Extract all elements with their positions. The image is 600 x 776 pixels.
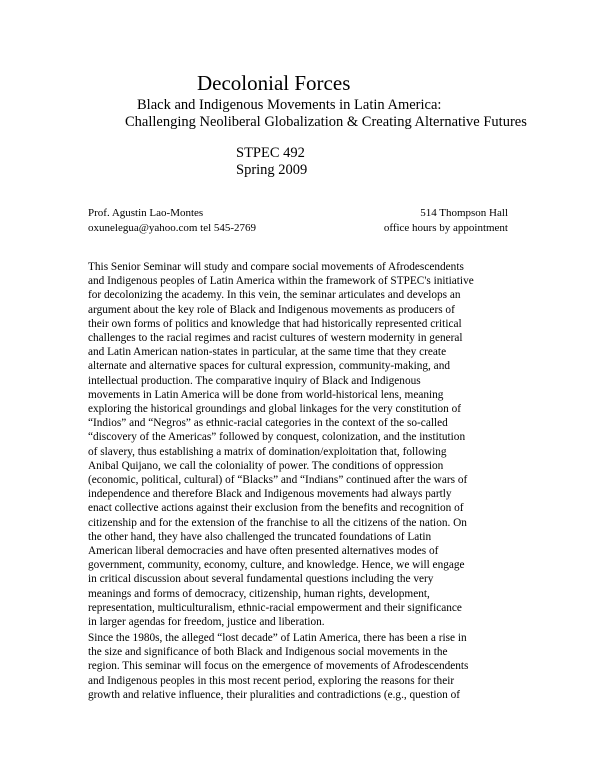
paragraph-line: the size and significance of both Black and Indigenous social movements in the — [88, 646, 448, 659]
paragraph-line: and Indigenous peoples of Latin America within the framework of STPEC's initiative — [88, 275, 474, 288]
paragraph-line: for decolonizing the academy. In this vein, the seminar articulates and develops an — [88, 289, 461, 302]
paragraph-line: their own forms of politics and knowledge that had historically represented critical — [88, 317, 462, 330]
paragraph-line: the other hand, they have also challenged the truncated foundations of Latin — [88, 530, 432, 543]
paragraph-line: This Senior Seminar will study and compare social movements of Afrodescendents — [88, 261, 464, 273]
paragraph-line: region. This seminar will focus on the emergence of movements of Afrodescendents — [88, 660, 469, 673]
paragraph-line: government, community, economy, culture, and knowledge. Hence, we will engage — [88, 559, 465, 572]
office-hours: office hours by appointment — [383, 222, 508, 234]
paragraph-line: Anibal Quijano, we call the coloniality of power. The conditions of oppression — [88, 459, 444, 472]
paragraph-1 — [88, 260, 518, 629]
paragraph-line: growth and relative influence, their pluralities and contradictions (e.g., question of — [88, 688, 461, 701]
paragraph-line: and Indigenous peoples in this most recent period, exploring the reasons for their — [88, 674, 455, 687]
paragraph-line: “discovery of the Americas” followed by conquest, colonization, and the institution — [88, 431, 466, 444]
paragraph-line: alternate and alternative spaces for cultural expression, community-making, and — [88, 360, 450, 373]
paragraph-line: in larger agendas for freedom, justice and liberation. — [88, 616, 325, 629]
professor-email-phone: oxunelegua@yahoo.com tel 545-2769 — [88, 222, 257, 234]
paragraph-line: challenges to the racial regimes and racist cultures of western modernity in general — [88, 332, 463, 345]
paragraph-line: enact collective actions against their exclusion from the benefits and recognition of — [88, 502, 464, 515]
paragraph-line: citizenship and for the extension of the franchise to all the citizens of the nation. On — [88, 516, 467, 529]
paragraph-line: movements in Latin America will be done from world-historical lens, meaning — [88, 388, 444, 401]
paragraph-line: argument about the key role of Black and Indigenous movements as producers of — [88, 303, 455, 316]
paragraph-line: independence and therefore Black and Indigenous movements had always partly — [88, 488, 452, 501]
paragraph-2 — [88, 631, 518, 702]
subtitle-line-1: Black and Indigenous Movements in Latin America: — [137, 97, 442, 113]
office-location: 514 Thompson Hall — [420, 207, 508, 219]
paragraph-line: (economic, political, cultural) of “Blacks” and “Indians” continued after the wars of — [88, 474, 468, 487]
paragraph-line: of slavery, thus establishing a matrix of domination/exploitation that, following — [88, 445, 447, 458]
document-title: Decolonial Forces — [197, 71, 351, 95]
paragraph-line: exploring the historical groundings and global linkages for the very constitution of — [88, 403, 462, 416]
course-number: STPEC 492 — [236, 145, 305, 161]
paragraph-line: and Latin American nation-states in particular, at the same time that they create — [88, 346, 447, 359]
paragraph-line: “Indios” and “Negros” as ethnic-racial categories in the context of the so-called — [88, 417, 448, 430]
paragraph-line: representation, multiculturalism, ethnic-racial empowerment and their significance — [88, 601, 462, 614]
course-term: Spring 2009 — [236, 162, 308, 178]
paragraph-line: Since the 1980s, the alleged “lost decade” of Latin America, there has been a rise in — [88, 632, 467, 644]
professor-name: Prof. Agustin Lao-Montes — [88, 207, 204, 219]
subtitle-line-2: Challenging Neoliberal Globalization & Creating Alternative Futures — [125, 114, 527, 130]
paragraph-line: American liberal democracies and have often presented alternatives modes of — [88, 545, 439, 558]
paragraph-line: meanings and forms of democracy, citizenship, human rights, development, — [88, 587, 430, 600]
paragraph-line: in critical discussion about several fundamental questions including the very — [88, 573, 434, 586]
paragraph-line: intellectual production. The comparative inquiry of Black and Indigenous — [88, 374, 421, 387]
